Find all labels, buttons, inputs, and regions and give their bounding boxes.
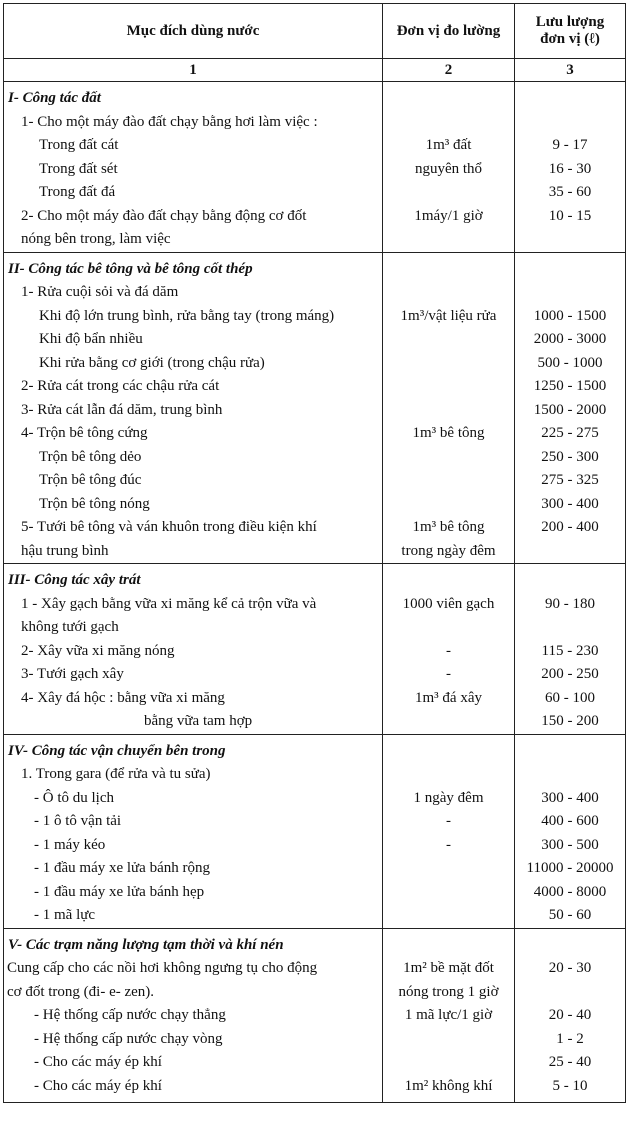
- item-unit: [383, 493, 514, 517]
- section-title: IV- Công tác vận chuyển bên trong: [8, 742, 226, 759]
- item-unit: [383, 710, 514, 734]
- flow-spacer: [515, 740, 625, 764]
- unit-cell: [383, 734, 515, 928]
- item-flow: 115 - 230: [541, 642, 599, 659]
- item-description: - 1 đầu máy xe lửa bánh hẹp: [34, 883, 205, 900]
- item-description: - 1 mã lực: [34, 907, 96, 923]
- item-flow: 5 - 10: [552, 1077, 588, 1094]
- item-description: 5- Tưới bê tông và ván khuôn trong điều kiện khí: [21, 519, 317, 535]
- item-description: 4- Xây đá hộc : bằng vữa xi măng: [21, 689, 225, 706]
- item-unit: 1m² không khí: [404, 1077, 493, 1094]
- item-unit: 1m³/vật liệu rửa: [400, 307, 497, 324]
- purpose-cell: [4, 734, 383, 928]
- item-flow: [515, 281, 625, 305]
- item-description: Trong đất đá: [39, 184, 116, 200]
- item-description: Khi độ lớn trung bình, rửa bằng tay (trong máng): [39, 307, 335, 324]
- unit-cell: [383, 82, 515, 253]
- item-description: 2- Xây vữa xi măng nóng: [21, 642, 175, 659]
- item-description: - Hệ thống cấp nước chạy thẳng: [34, 1007, 226, 1023]
- item-flow: 1 - 2: [556, 1030, 584, 1047]
- column-number-3: 3: [515, 59, 626, 82]
- item-unit: nguyên thổ: [414, 160, 483, 177]
- item-flow: 35 - 60: [548, 184, 592, 200]
- item-unit: 1máy/1 giờ: [414, 207, 483, 224]
- header-flow: [515, 4, 626, 59]
- item-unit: [383, 1028, 514, 1052]
- item-description: - Hệ thống cấp nước chạy vòng: [34, 1030, 223, 1047]
- item-flow: 11000 - 20000: [526, 860, 614, 876]
- unit-cell: [383, 928, 515, 1103]
- item-unit: 1m² bề mặt đốt: [403, 960, 494, 976]
- item-description: - 1 ô tô vận tải: [34, 813, 122, 829]
- item-unit: [383, 904, 514, 928]
- item-unit: [383, 881, 514, 905]
- item-unit: [383, 328, 514, 352]
- item-flow: [515, 111, 625, 135]
- item-unit: 1m³ bê tông: [412, 425, 485, 441]
- item-description: cơ đốt trong (đi- e- zen).: [7, 983, 155, 1000]
- item-flow: 20 - 40: [548, 1007, 592, 1023]
- item-flow: [515, 228, 625, 252]
- item-description: 2- Cho một máy đào đất chạy bằng động cơ đốt: [21, 207, 307, 224]
- item-flow: 10 - 15: [548, 207, 592, 224]
- item-unit: [383, 399, 514, 423]
- item-unit: -: [446, 666, 451, 682]
- item-unit: [383, 228, 514, 252]
- item-description: Cung cấp cho các nồi hơi không ngưng tụ cho động: [7, 960, 318, 976]
- unit-spacer: [383, 740, 514, 764]
- item-unit: [383, 375, 514, 399]
- item-flow: 90 - 180: [545, 595, 595, 612]
- purpose-cell: [4, 564, 383, 735]
- item-flow: 50 - 60: [548, 907, 592, 923]
- section-title: I- Công tác đất: [8, 90, 101, 106]
- purpose-cell: [4, 82, 383, 253]
- section-title: III- Công tác xây trát: [8, 572, 141, 588]
- item-unit: [383, 111, 514, 135]
- item-description: 1- Cho một máy đào đất chạy bằng hơi làm việc :: [21, 113, 318, 130]
- item-flow: 500 - 1000: [537, 354, 603, 371]
- water-usage-table: [3, 3, 626, 1103]
- section-title: V- Các trạm năng lượng tạm thời và khí nén: [8, 936, 284, 953]
- item-unit: [383, 616, 514, 640]
- purpose-cell: [4, 252, 383, 564]
- item-flow: 300 - 400: [541, 495, 599, 512]
- item-description: - Cho các máy ép khí: [34, 1054, 162, 1070]
- item-description: Khi độ bẩn nhiều: [39, 331, 143, 347]
- flow-cell: [515, 252, 626, 564]
- item-description: - 1 máy kéo: [34, 836, 106, 853]
- item-description: Trong đất cát: [39, 137, 119, 153]
- flow-spacer: [515, 87, 625, 111]
- item-unit: -: [446, 836, 451, 853]
- item-flow: [515, 616, 625, 640]
- column-number-2: 2: [383, 59, 515, 82]
- header-row: [4, 4, 626, 59]
- header-flow-line2: đơn vị (ℓ): [540, 31, 600, 47]
- item-unit: [383, 352, 514, 376]
- item-flow: 250 - 300: [541, 448, 599, 465]
- item-flow: 150 - 200: [541, 713, 599, 729]
- item-description: - 1 đầu máy xe lửa bánh rộng: [34, 860, 210, 876]
- item-flow: [515, 540, 625, 564]
- item-unit: 1m³ bê tông: [412, 519, 485, 535]
- item-unit: nóng trong 1 giờ: [398, 983, 499, 1000]
- item-flow: 300 - 500: [541, 836, 599, 853]
- item-unit: 1 ngày đêm: [413, 789, 484, 806]
- item-flow: 25 - 40: [548, 1054, 592, 1070]
- item-flow: 20 - 30: [548, 960, 592, 976]
- section-3: [4, 564, 626, 735]
- header-purpose: Mục đích dùng nước: [4, 4, 383, 59]
- section-title: II- Công tác bê tông và bê tông cốt thép: [8, 260, 253, 277]
- item-flow: [515, 981, 625, 1005]
- item-flow: [515, 763, 625, 787]
- item-flow: 16 - 30: [548, 160, 592, 177]
- item-flow: 9 - 17: [552, 137, 588, 153]
- item-unit: 1000 viên gạch: [402, 595, 495, 612]
- section-1: [4, 82, 626, 253]
- item-flow: 1000 - 1500: [533, 307, 607, 324]
- unit-spacer: [383, 87, 514, 111]
- item-flow: 300 - 400: [541, 789, 599, 806]
- item-unit: -: [446, 642, 451, 659]
- item-description: Trộn bê tông đúc: [39, 472, 142, 488]
- flow-cell: [515, 928, 626, 1103]
- item-description: 1- Rửa cuội sỏi và đá dăm: [21, 284, 179, 300]
- item-unit: 1 mã lực/1 giờ: [404, 1007, 493, 1023]
- table-body: [4, 82, 626, 1103]
- item-description: Khi rửa bằng cơ giới (trong chậu rửa): [39, 354, 265, 371]
- item-description: Trong đất sét: [39, 160, 118, 177]
- item-description: - Cho các máy ép khí: [34, 1077, 162, 1094]
- item-unit: [383, 857, 514, 881]
- item-unit: [383, 281, 514, 305]
- item-description: 3- Rửa cát lẫn đá dăm, trung bình: [21, 401, 223, 418]
- item-description: Trộn bê tông dẻo: [39, 448, 142, 465]
- item-description: nóng bên trong, làm việc: [21, 231, 171, 247]
- item-flow: 400 - 600: [541, 813, 599, 829]
- item-flow: 1250 - 1500: [533, 378, 607, 394]
- item-unit: 1m³ đất: [425, 137, 472, 153]
- item-unit: [383, 469, 514, 493]
- column-number-1: 1: [4, 59, 383, 82]
- item-unit: [383, 1051, 514, 1075]
- item-unit: trong ngày đêm: [401, 542, 496, 559]
- item-description: - Ô tô du lịch: [34, 789, 114, 806]
- item-unit: [383, 181, 514, 205]
- section-4: [4, 734, 626, 928]
- item-description: 2- Rửa cát trong các chậu rửa cát: [21, 378, 220, 394]
- item-unit: [383, 446, 514, 470]
- item-description: Trộn bê tông nóng: [39, 495, 150, 512]
- item-description: 3- Tưới gạch xây: [21, 666, 124, 682]
- unit-spacer: [383, 258, 514, 282]
- item-description: 1. Trong gara (để rửa và tu sửa): [21, 766, 211, 782]
- item-description: hậu trung bình: [21, 542, 109, 559]
- flow-cell: [515, 82, 626, 253]
- header-unit: Đơn vị đo lường: [383, 4, 515, 59]
- flow-spacer: [515, 258, 625, 282]
- item-flow: 275 - 325: [541, 472, 599, 488]
- item-flow: 4000 - 8000: [533, 883, 607, 900]
- unit-cell: [383, 252, 515, 564]
- item-description: 1 - Xây gạch bằng vữa xi măng kể cả trộn vữa và: [21, 595, 317, 612]
- flow-cell: [515, 564, 626, 735]
- header-flow-line1: Lưu lượng: [535, 14, 605, 30]
- item-unit: 1m³ đá xây: [415, 689, 482, 706]
- flow-spacer: [515, 934, 625, 958]
- item-description: không tưới gạch: [21, 619, 119, 635]
- item-unit: -: [446, 813, 451, 829]
- item-description: bằng vữa tam hợp: [144, 713, 253, 729]
- unit-spacer: [383, 934, 514, 958]
- item-unit: [383, 763, 514, 787]
- column-number-row: [4, 59, 626, 82]
- purpose-cell: [4, 928, 383, 1103]
- section-2: [4, 252, 626, 564]
- item-flow: 200 - 400: [541, 519, 599, 535]
- unit-spacer: [383, 569, 514, 593]
- flow-spacer: [515, 569, 625, 593]
- item-flow: 200 - 250: [541, 666, 599, 682]
- item-flow: 225 - 275: [541, 425, 599, 441]
- flow-cell: [515, 734, 626, 928]
- item-description: 4- Trộn bê tông cứng: [21, 425, 148, 441]
- item-flow: 1500 - 2000: [533, 401, 607, 418]
- section-5: [4, 928, 626, 1103]
- item-flow: 2000 - 3000: [533, 331, 607, 347]
- unit-cell: [383, 564, 515, 735]
- item-flow: 60 - 100: [545, 689, 595, 706]
